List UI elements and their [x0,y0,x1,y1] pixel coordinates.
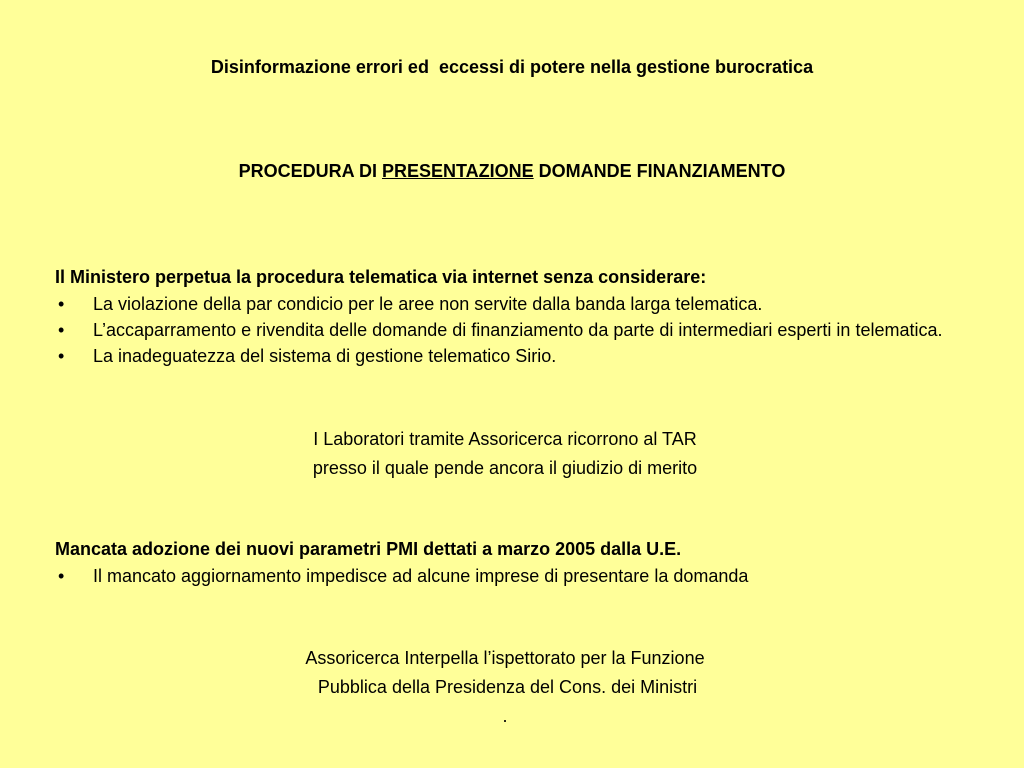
ispettorato-note [0,644,1010,731]
bullet-icon: • [58,566,65,586]
bullet-text: La inadeguatezza del sistema di gestione telematico Sirio. [93,346,557,366]
bullet-item [55,345,975,367]
bullet-text: La violazione della par condicio per le aree non servite dalla banda larga telematica. [93,294,763,314]
bullet-item [55,565,975,587]
section-heading: Il Ministero perpetua la procedura telematica via internet senza considerare: [55,267,707,287]
subtitle-suffix: DOMANDE FINANZIAMENTO [533,161,786,181]
note-line: I Laboratori tramite Assoricerca ricorrono al TAR [313,429,697,449]
bullet-icon: • [58,320,65,340]
note-line: . [502,706,508,726]
tar-note [0,425,1010,483]
subtitle-prefix: PROCEDURA DI [238,161,382,181]
note-line: Pubblica della Presidenza del Cons. dei Ministri [312,677,698,697]
section-telematica [55,265,975,367]
bullet-item [55,293,975,315]
bullet-icon: • [58,346,65,366]
slide-title: Disinformazione errori ed eccessi di potere nella gestione burocratica [210,57,814,77]
note-line: Assoricerca Interpella l’ispettorato per la Funzione [305,648,705,668]
bullet-list [55,293,975,367]
note-line: presso il quale pende ancora il giudizio di merito [312,458,698,478]
subtitle-underlined-word: PRESENTAZIONE [381,161,534,181]
section-heading: Mancata adozione dei nuovi parametri PMI dettati a marzo 2005 dalla U.E. [55,539,682,559]
bullet-text: Il mancato aggiornamento impedisce ad alcune imprese di presentare la domanda [93,566,749,586]
bullet-icon: • [58,294,65,314]
section-pmi [55,537,975,587]
bullet-item [55,319,975,341]
bullet-list [55,565,975,587]
slide-subtitle [0,161,1024,182]
bullet-text: L’accaparramento e rivendita delle domande di finanziamento da parte di intermediari esperti in telematica. [93,320,943,340]
